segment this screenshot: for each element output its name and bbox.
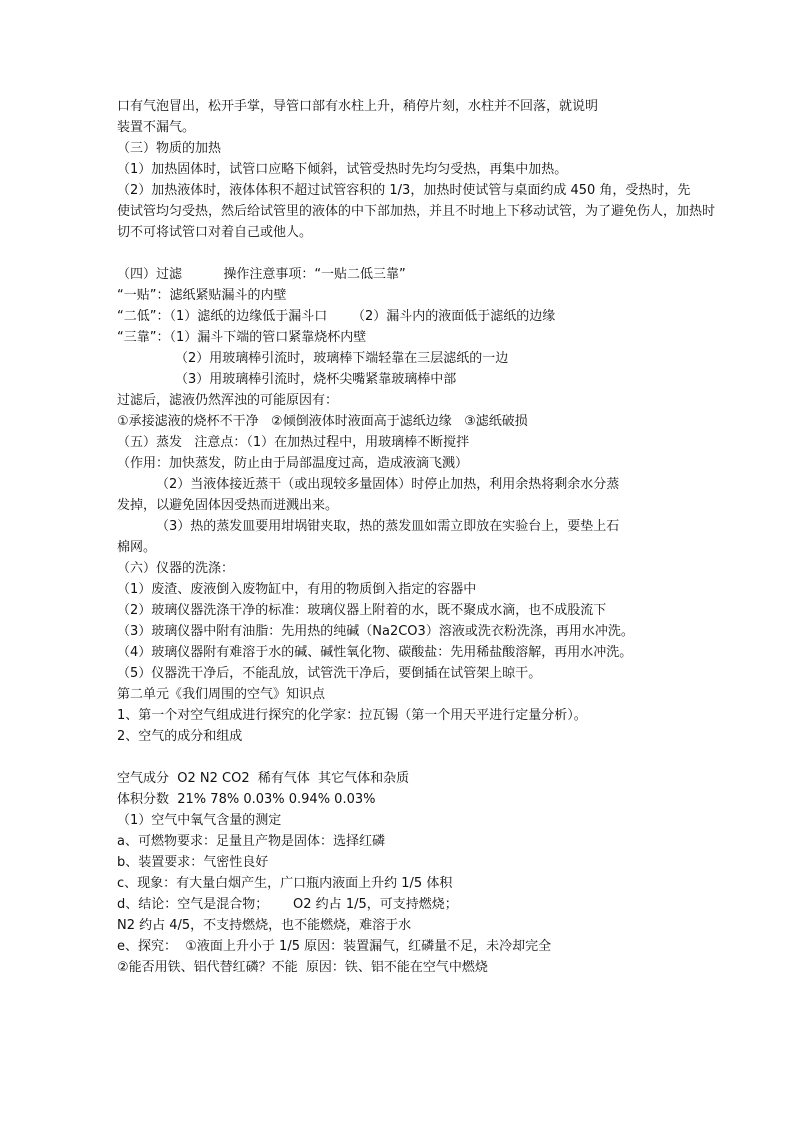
unit-heading: 第二单元《我们周围的空气》知识点	[117, 687, 326, 702]
text-line: （2）用玻璃棒引流时，玻璃棒下端轻靠在三层滤纸的一边	[175, 351, 509, 366]
text-line: N2 约占 4/5，不支持燃烧，也不能燃烧，难溶于水	[117, 918, 412, 933]
text-line: ②能否用铁、铝代替红磷？不能 原因：铁、铝不能在空气中燃烧	[117, 960, 488, 975]
text-line: （3）用玻璃棒引流时，烧杯尖嘴紧靠玻璃棒中部	[175, 372, 457, 387]
text-line: （5）仪器洗干净后，不能乱放，试管洗干净后，要倒插在试管架上晾干。	[117, 666, 542, 681]
air-composition-values: 体积分数 21% 78% 0.03% 0.94% 0.03%	[117, 792, 376, 807]
text-line: 切不可将试管口对着自己或他人。	[117, 225, 313, 240]
text-line: （2）玻璃仪器洗涤干净的标准：玻璃仪器上附着的水，既不聚成水滴，也不成股流下	[117, 603, 607, 618]
text-line: 过滤后，滤液仍然浑浊的可能原因有：	[117, 393, 339, 408]
text-line: （4）玻璃仪器附有难溶于水的碱、碱性氧化物、碳酸盐：先用稀盐酸溶解，再用水冲洗。	[117, 645, 633, 660]
text-line: （3）热的蒸发皿要用坩埚钳夹取，热的蒸发皿如需立即放在实验台上，要垫上石	[156, 519, 620, 534]
text-line: 装置不漏气。	[117, 120, 196, 135]
text-line: a、可燃物要求：足量且产物是固体：选择红磷	[117, 834, 385, 849]
text-line: 棉网。	[117, 540, 157, 555]
text-line: 使试管均匀受热，然后给试管里的液体的中下部加热，并且不时地上下移动试管，为了避免伤人，加热时	[117, 204, 716, 219]
text-line: （作用：加快蒸发，防止由于局部温度过高，造成液滴飞溅）	[117, 456, 469, 471]
section-heading: （四）过滤 操作注意事项：“一贴二低三靠”	[117, 267, 406, 282]
text-line: e、探究： ①液面上升小于 1/5 原因：装置漏气，红磷量不足，未冷却完全	[117, 939, 552, 954]
text-line: （2）当液体接近蒸干（或出现较多量固体）时停止加热，利用余热将剩余水分蒸	[156, 477, 620, 492]
section-heading: （五）蒸发 注意点：（1）在加热过程中，用玻璃棒不断搅拌	[117, 435, 470, 450]
text-line: “三靠”：（1）漏斗下端的管口紧靠烧杯内壁	[117, 330, 367, 345]
text-line: 2、空气的成分和组成	[117, 729, 243, 744]
text-line: 发掉，以避免固体因受热而迸溅出来。	[117, 498, 339, 513]
text-line: （3）玻璃仪器中附有油脂：先用热的纯碱（Na2CO3）溶液或洗衣粉洗涤，再用水冲洗。	[117, 624, 634, 639]
section-heading: （六）仪器的洗涤：	[117, 561, 235, 576]
text-line: ①承接滤液的烧杯不干净 ②倾倒液体时液面高于滤纸边缘 ③滤纸破损	[117, 414, 528, 429]
text-line: （1）加热固体时，试管口应略下倾斜，试管受热时先均匀受热，再集中加热。	[117, 162, 568, 177]
text-line: b、装置要求：气密性良好	[117, 855, 269, 870]
text-line: 口有气泡冒出，松开手掌，导管口部有水柱上升，稍停片刻，水柱并不回落，就说明	[117, 99, 599, 114]
text-line: “一贴”：滤纸紧贴漏斗的内壁	[117, 288, 287, 303]
text-line: （2）加热液体时，液体体积不超过试管容积的 1/3，加热时使试管与桌面约成 450 角，受热时，先	[117, 183, 691, 198]
air-composition-header: 空气成分 O2 N2 CO2 稀有气体 其它气体和杂质	[117, 771, 410, 786]
text-line: c、现象：有大量白烟产生，广口瓶内液面上升约 1/5 体积	[117, 876, 453, 891]
text-line: 1、第一个对空气组成进行探究的化学家：拉瓦锡（第一个用天平进行定量分析）。	[117, 708, 587, 723]
text-line: “二低”：（1）滤纸的边缘低于漏斗口 （2）漏斗内的液面低于滤纸的边缘	[117, 309, 556, 324]
section-heading: （三）物质的加热	[117, 141, 222, 156]
section-heading: （1）空气中氧气含量的测定	[117, 813, 282, 828]
text-line: （1）废渣、废液倒入废物缸中，有用的物质倒入指定的容器中	[117, 582, 477, 597]
text-line: d、结论：空气是混合物； O2 约占 1/5，可支持燃烧；	[117, 897, 458, 912]
